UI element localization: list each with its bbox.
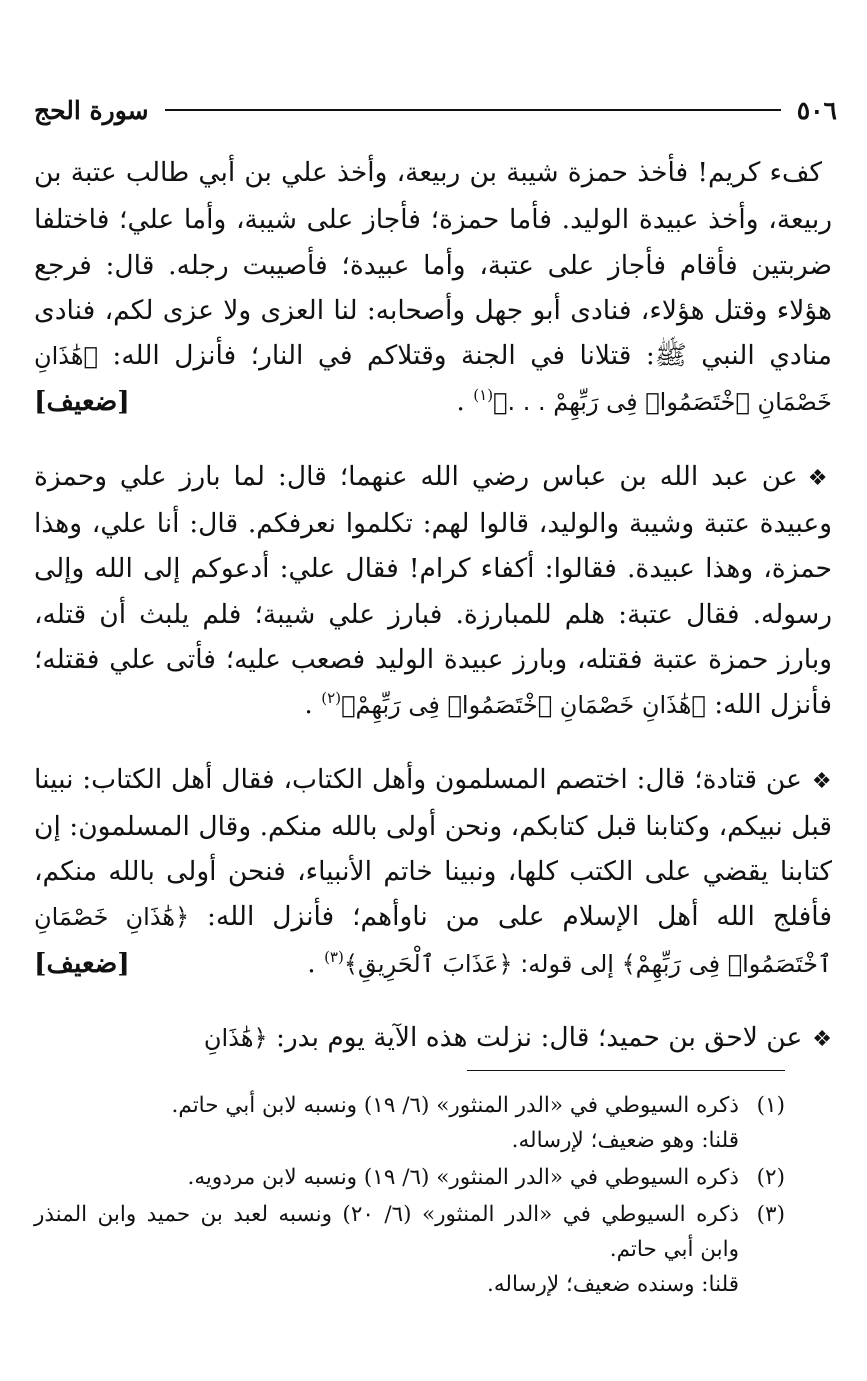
bullet-icon: ❖	[807, 465, 832, 491]
header-rule	[165, 109, 781, 111]
quran-verse: ﴿هَٰذَانِ	[203, 1024, 268, 1053]
footnote-number: (١)	[756, 1093, 785, 1118]
quran-verse: ﴿هَٰذَانِ خَصْمَانِ ٱخْتَصَمُوا۟ فِى رَبِّهِمْ﴾ إلى قوله: ﴿عَذَابَ ٱلْحَرِيقِ﴾	[34, 903, 832, 978]
footnote	[34, 1197, 785, 1302]
paragraph-text: عن عبد الله بن عباس رضي الله عنهما؛ قال: لما بارز علي وحمزة وعبيدة عتبة وشيبة والوليد، قالوا لهم: تكلموا نعرفكم. قال: أنا علي، وهذا حمزة، وهذا عبيدة. فقالوا: أكفاء كرام! فقال علي: أدعوكم إلى الله وإلى رسوله. فقال عتبة: هلم للمبارزة. فبارز علي شيبة؛ فلم يلبث أن قتله، وبارز حمزة عتبة فقتله، وبارز عبيدة الوليد فصعب عليه؛ فأتى علي فقتله؛ فأنزل الله:	[34, 460, 832, 721]
footnote-ref: (٣)	[324, 947, 344, 966]
footnote-separator	[467, 1070, 785, 1071]
quran-verse: ﴿هَٰذَانِ خَصْمَانِ ٱخْتَصَمُوا۟ فِى رَبِّهِمْ . . .﴾	[34, 342, 832, 417]
page-number: ٥٠٦	[796, 95, 837, 125]
bullet-icon: ❖	[812, 1027, 832, 1053]
hadith-grade: [ضعيف]	[34, 386, 130, 418]
footnote	[34, 1088, 785, 1158]
footnote-number: (٣)	[756, 1202, 785, 1227]
footnote-number: (٢)	[756, 1165, 785, 1190]
paragraph	[34, 757, 832, 987]
paragraph-tail: .	[456, 386, 474, 418]
paragraph	[34, 150, 832, 426]
bullet-icon: ❖	[811, 768, 832, 794]
footnote-note: قلنا: وسنده ضعيف؛ لإرساله.	[487, 1272, 739, 1297]
footnote-text: ذكره السيوطي في «الدر المنثور» (٦/ ٢٠) ونسبه لعبد بن حميد وابن المنذر وابن أبي حاتم.	[34, 1202, 740, 1262]
footnote-text: ذكره السيوطي في «الدر المنثور» (٦/ ١٩) ونسبه لابن أبي حاتم.	[171, 1093, 739, 1118]
footnote	[34, 1160, 785, 1195]
page-header	[34, 90, 837, 130]
footnote-ref: (٢)	[321, 689, 342, 708]
paragraph	[34, 1015, 832, 1062]
paragraph-text: عن لاحق بن حميد؛ قال: نزلت هذه الآية يوم بدر:	[267, 1022, 803, 1054]
paragraph-text: كفء كريم! فأخذ حمزة شيبة بن ربيعة، وأخذ علي بن أبي طالب عتبة بن ربيعة، وأخذ عبيدة الوليد. فأما حمزة؛ فأجاز على شيبة، وأما علي؛ فاختلفا ضربتين فأقام فأجاز على عتبة، وأما عبيدة؛ فأصيبت رجله. قال: فرجع هؤلاء وقتل هؤلاء، فنادى أبو جهل وأصحابه: لنا العزى ولا عزى لكم، فنادى منادي النبي ﷺ: قتلانا في الجنة وقتلاكم في النار؛ فأنزل الله:	[34, 157, 832, 372]
paragraph-tail: .	[307, 947, 325, 979]
paragraph-tail: .	[304, 689, 322, 721]
footnotes	[34, 1088, 785, 1304]
quran-verse: ﴿هَٰذَانِ خَصْمَانِ ٱخْتَصَمُوا۟ فِى رَبِّهِمْ﴾	[341, 691, 706, 720]
paragraph-text: عن قتادة؛ قال: اختصم المسلمون وأهل الكتاب، فقال أهل الكتاب: نبينا قبل نبيكم، وكتابنا قبل كتابكم، ونحن أولى بالله منكم. وقال المسلمون: إن كتابنا يقضي على الكتب كلها، ونبينا خاتم الأنبياء، فنحن أولى بالله منكم، فأفلج الله أهل الإسلام على من ناوأهم؛ فأنزل الله:	[34, 763, 832, 933]
surah-title: سورة الحج	[34, 95, 149, 125]
paragraph	[34, 454, 832, 729]
main-text	[34, 150, 832, 1062]
footnote-ref: (١)	[473, 386, 494, 405]
footnote-text: ذكره السيوطي في «الدر المنثور» (٦/ ١٩) ونسبه لابن مردويه.	[187, 1165, 739, 1190]
footnote-note: قلنا: وهو ضعيف؛ لإرساله.	[511, 1128, 739, 1153]
hadith-grade: [ضعيف]	[34, 947, 130, 979]
